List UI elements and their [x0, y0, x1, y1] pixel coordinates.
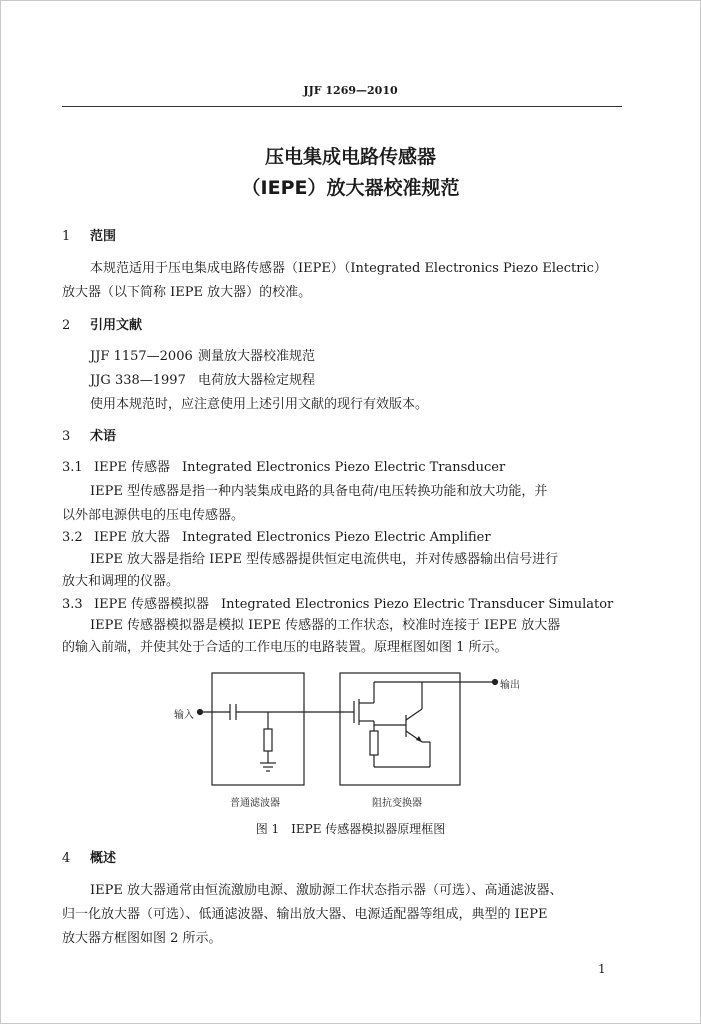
reference-item: JJF 1157—2006 测量放大器校准规范 [90, 349, 316, 364]
bias-resistor [370, 731, 378, 755]
section-1-para-line1: 本规范适用于压电集成电路传感器（IEPE）（Integrated Electronics Piezo Electric） [90, 261, 607, 276]
section-3-heading: 3 术语 [62, 429, 117, 444]
reference-note: 使用本规范时，应注意使用上述引用文献的现行有效版本。 [90, 397, 429, 412]
input-label: 输入 [174, 710, 194, 721]
output-node [493, 680, 498, 685]
doc-title-line2: （IEPE）放大器校准规范 [241, 177, 460, 199]
output-label: 输出 [500, 680, 520, 691]
impedance-converter-block [340, 673, 460, 785]
section-1-para-line2: 放大器（以下简称 IEPE 放大器）的校准。 [62, 285, 312, 300]
term-3-3-heading: 3.3 IEPE 传感器模拟器 Integrated Electronics Piezo Electric Transducer Simulator [62, 597, 614, 612]
section-4-para-line1: IEPE 放大器通常由恒流激励电源、激励源工作状态指示器（可选）、高通滤波器、 [90, 883, 563, 898]
term-3-1-definition-line2: 以外部电源供电的压电传感器。 [62, 508, 245, 523]
standard-code: JJF 1269—2010 [303, 84, 398, 97]
section-1-heading: 1 范围 [62, 229, 117, 244]
header-rule [62, 106, 622, 107]
reference-item: JJG 338—1997 电荷放大器检定规程 [90, 373, 316, 388]
section-2-heading: 2 引用文献 [62, 318, 143, 333]
term-3-1-heading: 3.1 IEPE 传感器 Integrated Electronics Piezo Electric Transducer [62, 460, 506, 475]
term-3-2-heading: 3.2 IEPE 放大器 Integrated Electronics Piezo Electric Amplifier [62, 530, 491, 545]
term-3-2-definition-line2: 放大和调理的仪器。 [62, 574, 180, 589]
section-4-para-line2: 归一化放大器（可选）、低通滤波器、输出放大器、电源适配器等组成，典型的 IEPE [62, 907, 548, 922]
term-3-3-definition-line2: 的输入前端，并使其处于合适的工作电压的电路装置。原理框图如图 1 所示。 [62, 640, 508, 655]
term-3-3-definition-line1: IEPE 传感器模拟器是模拟 IEPE 传感器的工作状态，校准时连接于 IEPE 放大器 [90, 618, 561, 633]
filter-block [212, 673, 304, 785]
section-4-para-line3: 放大器方框图如图 2 所示。 [62, 931, 222, 946]
filter-block-label: 普通滤波器 [230, 798, 280, 809]
term-3-1-definition-line1: IEPE 型传感器是指一种内装集成电路的具备电荷/电压转换功能和放大功能，并 [90, 484, 548, 499]
figure-1-caption: 图 1 IEPE 传感器模拟器原理框图 [255, 822, 446, 836]
doc-title-line1: 压电集成电路传感器 [264, 146, 436, 168]
section-4-heading: 4 概述 [62, 851, 117, 866]
impedance-converter-label: 阻抗变换器 [372, 798, 422, 809]
page-number: 1 [598, 962, 606, 976]
shunt-resistor [264, 729, 272, 751]
term-3-2-definition-line1: IEPE 放大器是指给 IEPE 型传感器提供恒定电流供电，并对传感器输出信号进行 [90, 552, 559, 567]
